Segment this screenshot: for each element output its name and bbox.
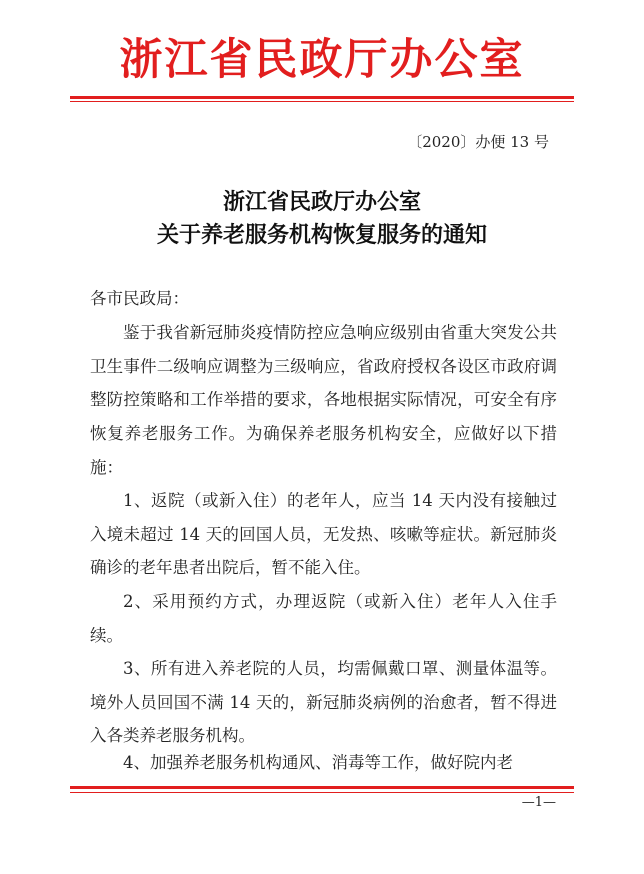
body-paragraph-item-2: 2、采用预约方式，办理返院（或新入住）老年人入住手续。 (90, 592, 557, 645)
page-number: —1— (521, 795, 556, 810)
body-paragraph-item-4: 4、加强养老服务机构通风、消毒等工作，做好院内老 (123, 753, 513, 772)
issuer-header-title: 浙江省民政厅办公室 (119, 35, 525, 85)
body-paragraph-intro: 鉴于我省新冠肺炎疫情防控应急响应级别由省重大突发公共卫生事件二级响应调整为三级响应，省政府授权各设区市政府调整防控策略和工作举措的要求，各地根据实际情况，可安全有序恢复养老服务工作。为确保养老服务机构安全，应做好以下措施： (90, 323, 557, 477)
header-rule-thin (70, 101, 574, 102)
body-paragraph-item-3: 3、所有进入养老院的人员，均需佩戴口罩、测量体温等。境外人员回国不满 14 天的，新冠肺炎病例的治愈者，暂不得进入各类养老服务机构。 (90, 659, 557, 746)
footer-rule-thick (70, 786, 574, 789)
footer-rule-thin (70, 792, 574, 793)
header-rule-thick (70, 96, 574, 99)
document-title-line-1: 浙江省民政厅办公室 (222, 189, 421, 215)
document-title-line-2: 关于养老服务机构恢复服务的通知 (156, 222, 487, 248)
document-number: 〔2020〕办便 13 号 (407, 133, 549, 151)
salutation: 各市民政局： (90, 289, 189, 308)
body-paragraph-item-1: 1、返院（或新入住）的老年人，应当 14 天内没有接触过入境未超过 14 天的回国人员，无发热、咳嗽等症状。新冠肺炎确诊的老年患者出院后，暂不能入住。 (90, 491, 557, 578)
